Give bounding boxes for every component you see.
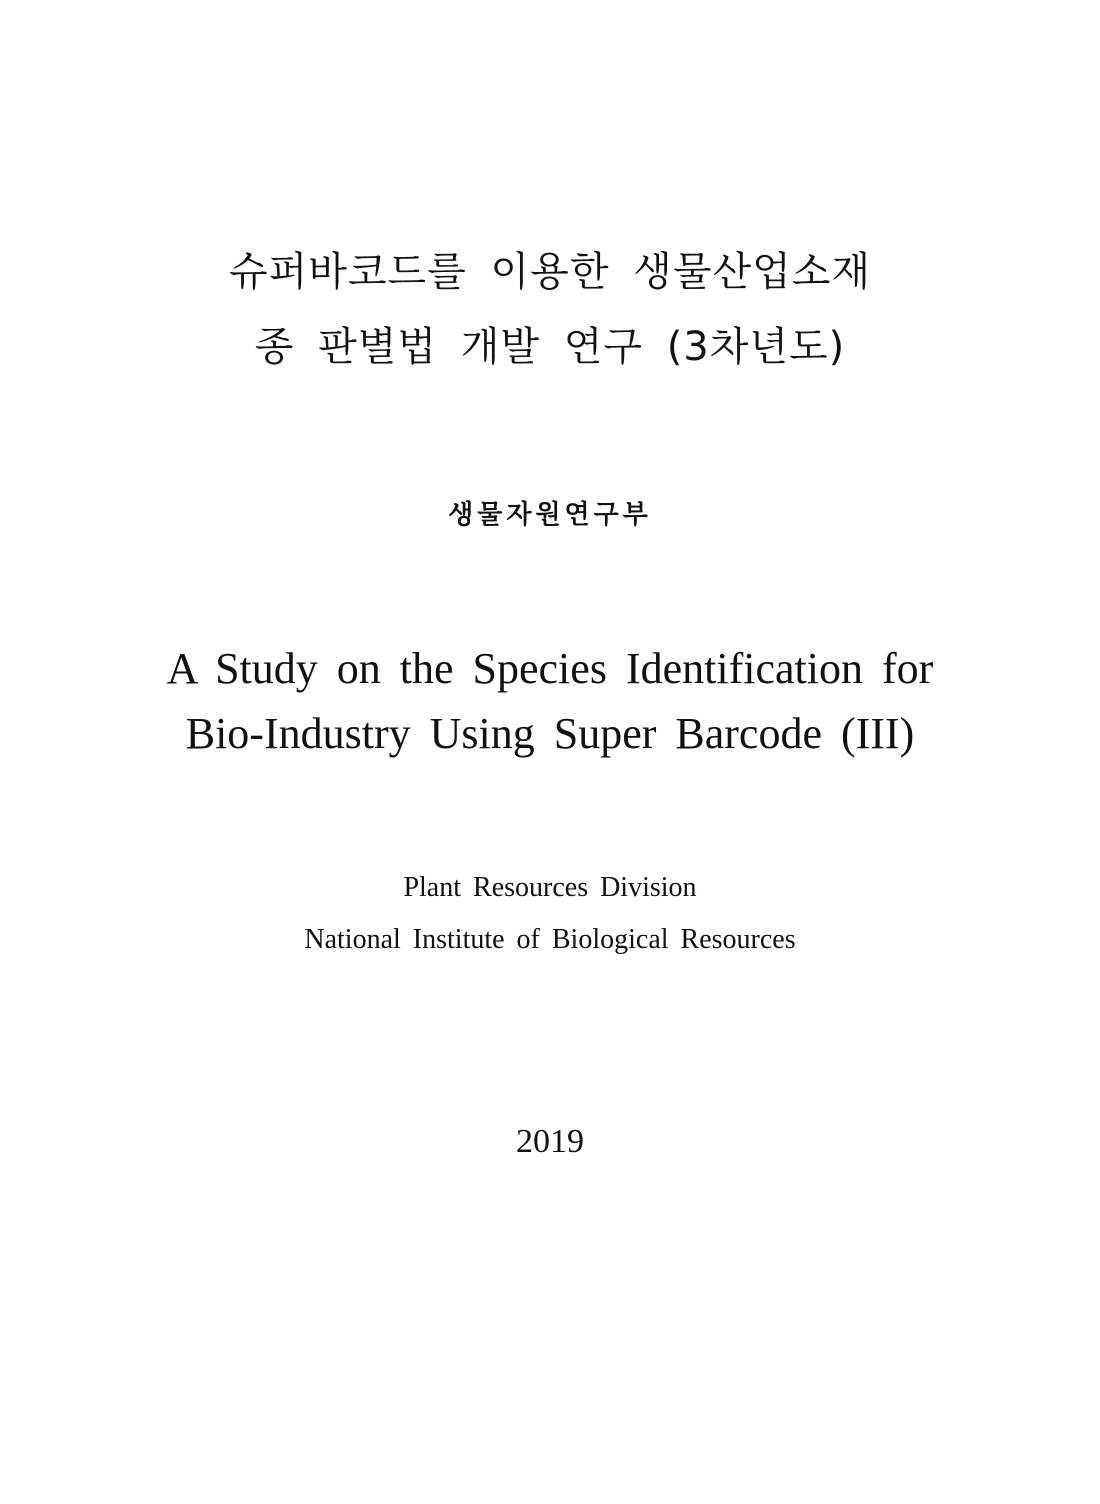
- institute-name: National Institute of Biological Resources: [304, 924, 796, 955]
- english-title-line-1: A Study on the Species Identification for: [166, 644, 934, 693]
- publication-year: 2019: [516, 1123, 584, 1160]
- english-title-line-2: Bio-Industry Using Super Barcode (III): [185, 709, 915, 758]
- korean-title-line-1: 슈퍼바코드를 이용한 생물산업소재: [228, 249, 872, 295]
- korean-department: 생물자원연구부: [448, 500, 652, 530]
- division-name: Plant Resources Division: [403, 872, 697, 903]
- korean-title-line-2: 종 판별법 개발 연구 (3차년도): [254, 324, 846, 370]
